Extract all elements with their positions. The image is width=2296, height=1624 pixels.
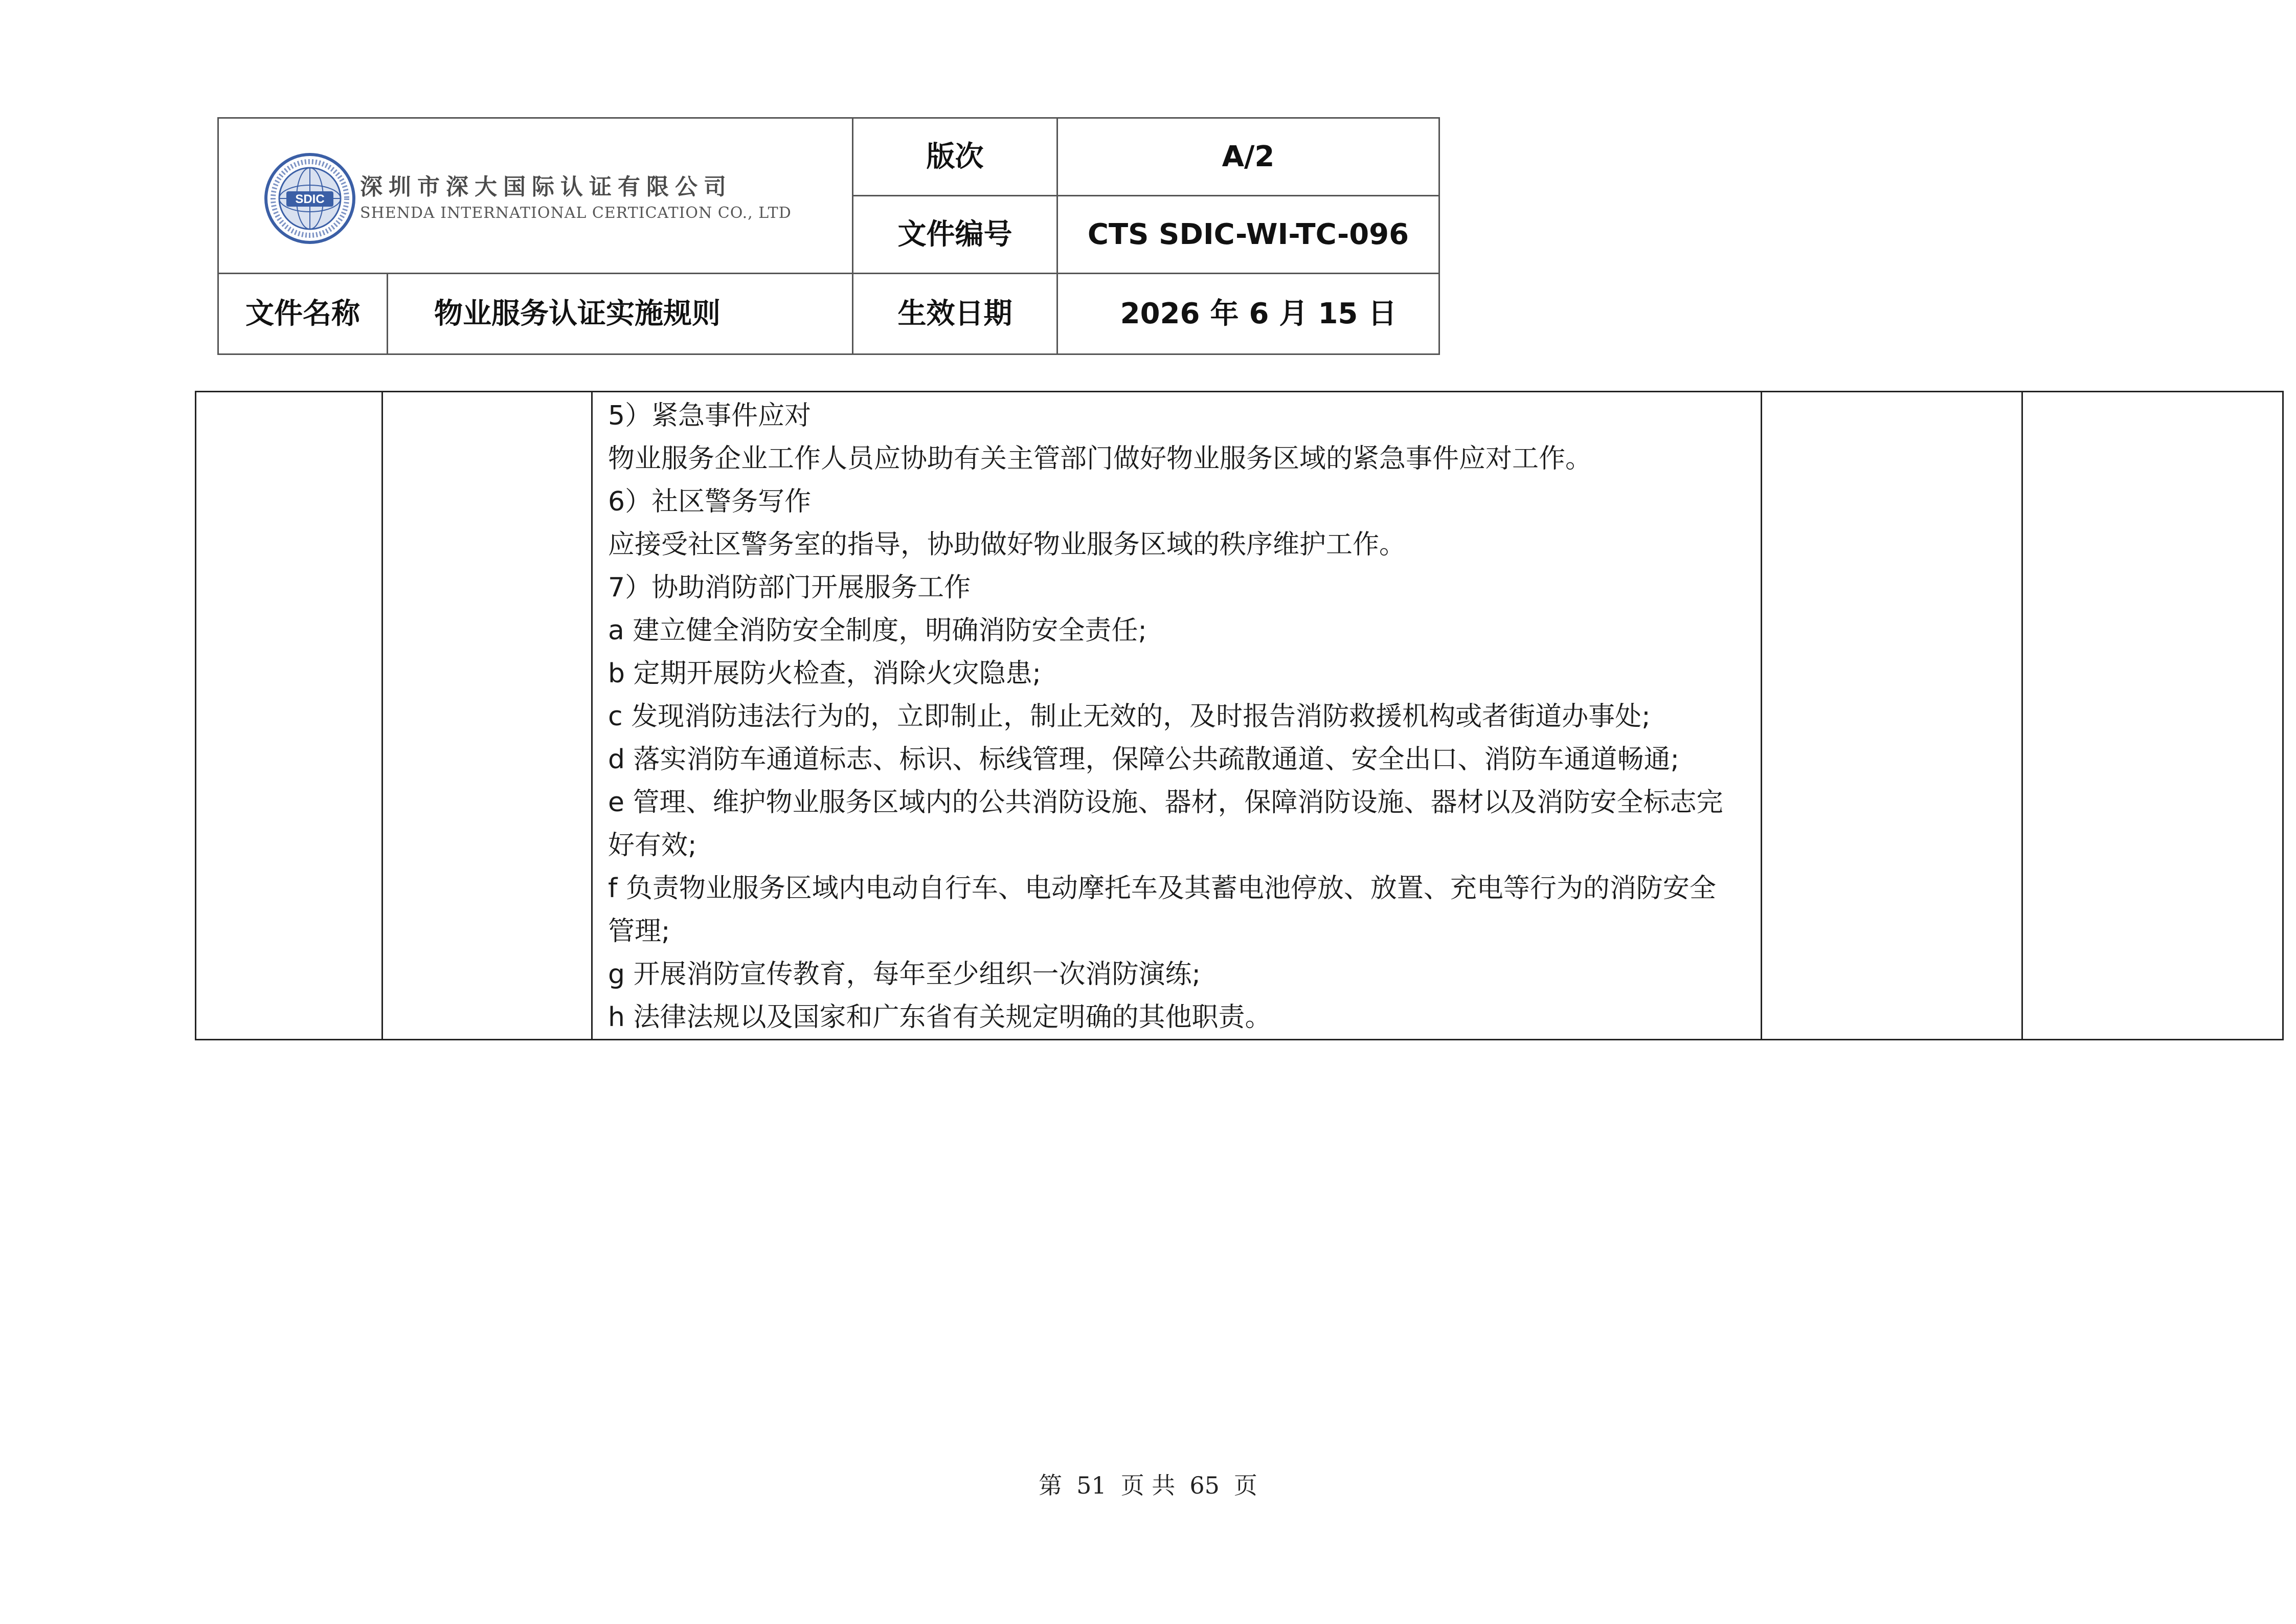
empty-cell-4: [1762, 392, 2022, 1040]
company-name-cn: 深圳市深大国际认证有限公司: [360, 173, 732, 200]
company-logo: [219, 147, 852, 244]
doc-name-value: 物业服务认证实施规则: [388, 274, 853, 354]
empty-cell-2: [382, 392, 592, 1040]
company-name-en: SHENDA INTERNATIONAL CERTICATION CO., LTD: [360, 204, 792, 223]
content-line: 6）社区警务写作: [608, 486, 812, 517]
footer-mid: 页 共: [1120, 1472, 1176, 1499]
footer-suffix: 页: [1233, 1472, 1257, 1499]
effective-month: 6: [1249, 297, 1269, 330]
content-line: 管理;: [608, 916, 670, 947]
content-line: 物业服务企业工作人员应协助有关主管部门做好物业服务区域的紧急事件应对工作。: [608, 443, 1592, 474]
effective-day: 15: [1318, 297, 1358, 330]
month-char: 月: [1279, 297, 1308, 330]
doc-number-value: CTS SDIC-WI-TC-096: [1057, 196, 1439, 274]
effective-date-value: [1057, 274, 1439, 354]
version-value: A/2: [1057, 118, 1439, 196]
version-label: 版次: [853, 118, 1057, 196]
sdic-seal-icon: [264, 152, 356, 244]
company-logo-cell: [218, 118, 853, 274]
content-line: b 定期开展防火检查，消除火灾隐患;: [608, 658, 1042, 689]
current-page-number: 51: [1076, 1472, 1107, 1499]
effective-year: 2026: [1120, 297, 1200, 330]
content-line: 应接受社区警务室的指导，协助做好物业服务区域的秩序维护工作。: [608, 529, 1406, 560]
content-line: 5）紧急事件应对: [608, 401, 812, 431]
empty-cell-5: [2022, 392, 2283, 1040]
content-line: c 发现消防违法行为的，立即制止，制止无效的，及时报告消防救援机构或者街道办事处;: [608, 701, 1651, 732]
doc-number-label: 文件编号: [853, 196, 1057, 274]
day-char: 日: [1368, 297, 1397, 330]
content-cell: [592, 392, 1762, 1040]
content-line: h 法律法规以及国家和广东省有关规定明确的其他职责。: [608, 1002, 1272, 1033]
footer-prefix: 第: [1039, 1472, 1063, 1499]
logo-badge-text: SDIC: [295, 192, 325, 206]
content-line: e 管理、维护物业服务区域内的公共消防设施、器材，保障消防设施、器材以及消防安全标志完: [608, 787, 1723, 818]
empty-cell-1: [196, 392, 382, 1040]
content-line: g 开展消防宣传教育，每年至少组织一次消防演练;: [608, 959, 1201, 990]
content-line: d 落实消防车通道标志、标识、标线管理，保障公共疏散通道、安全出口、消防车通道畅通;: [608, 744, 1680, 775]
content-line: 好有效;: [608, 830, 697, 861]
doc-name-label: 文件名称: [218, 274, 388, 354]
content-line: 7）协助消防部门开展服务工作: [608, 572, 971, 603]
total-page-count: 65: [1189, 1472, 1220, 1499]
page-footer: [0, 1467, 2296, 1501]
content-line: f 负责物业服务区域内电动自行车、电动摩托车及其蓄电池停放、放置、充电等行为的消防安全: [608, 873, 1716, 904]
content-table: [195, 391, 2284, 1040]
year-char: 年: [1210, 297, 1239, 330]
content-line: a 建立健全消防安全制度，明确消防安全责任;: [608, 615, 1147, 646]
document-header: [217, 117, 1440, 355]
effective-date-label: 生效日期: [853, 274, 1057, 354]
